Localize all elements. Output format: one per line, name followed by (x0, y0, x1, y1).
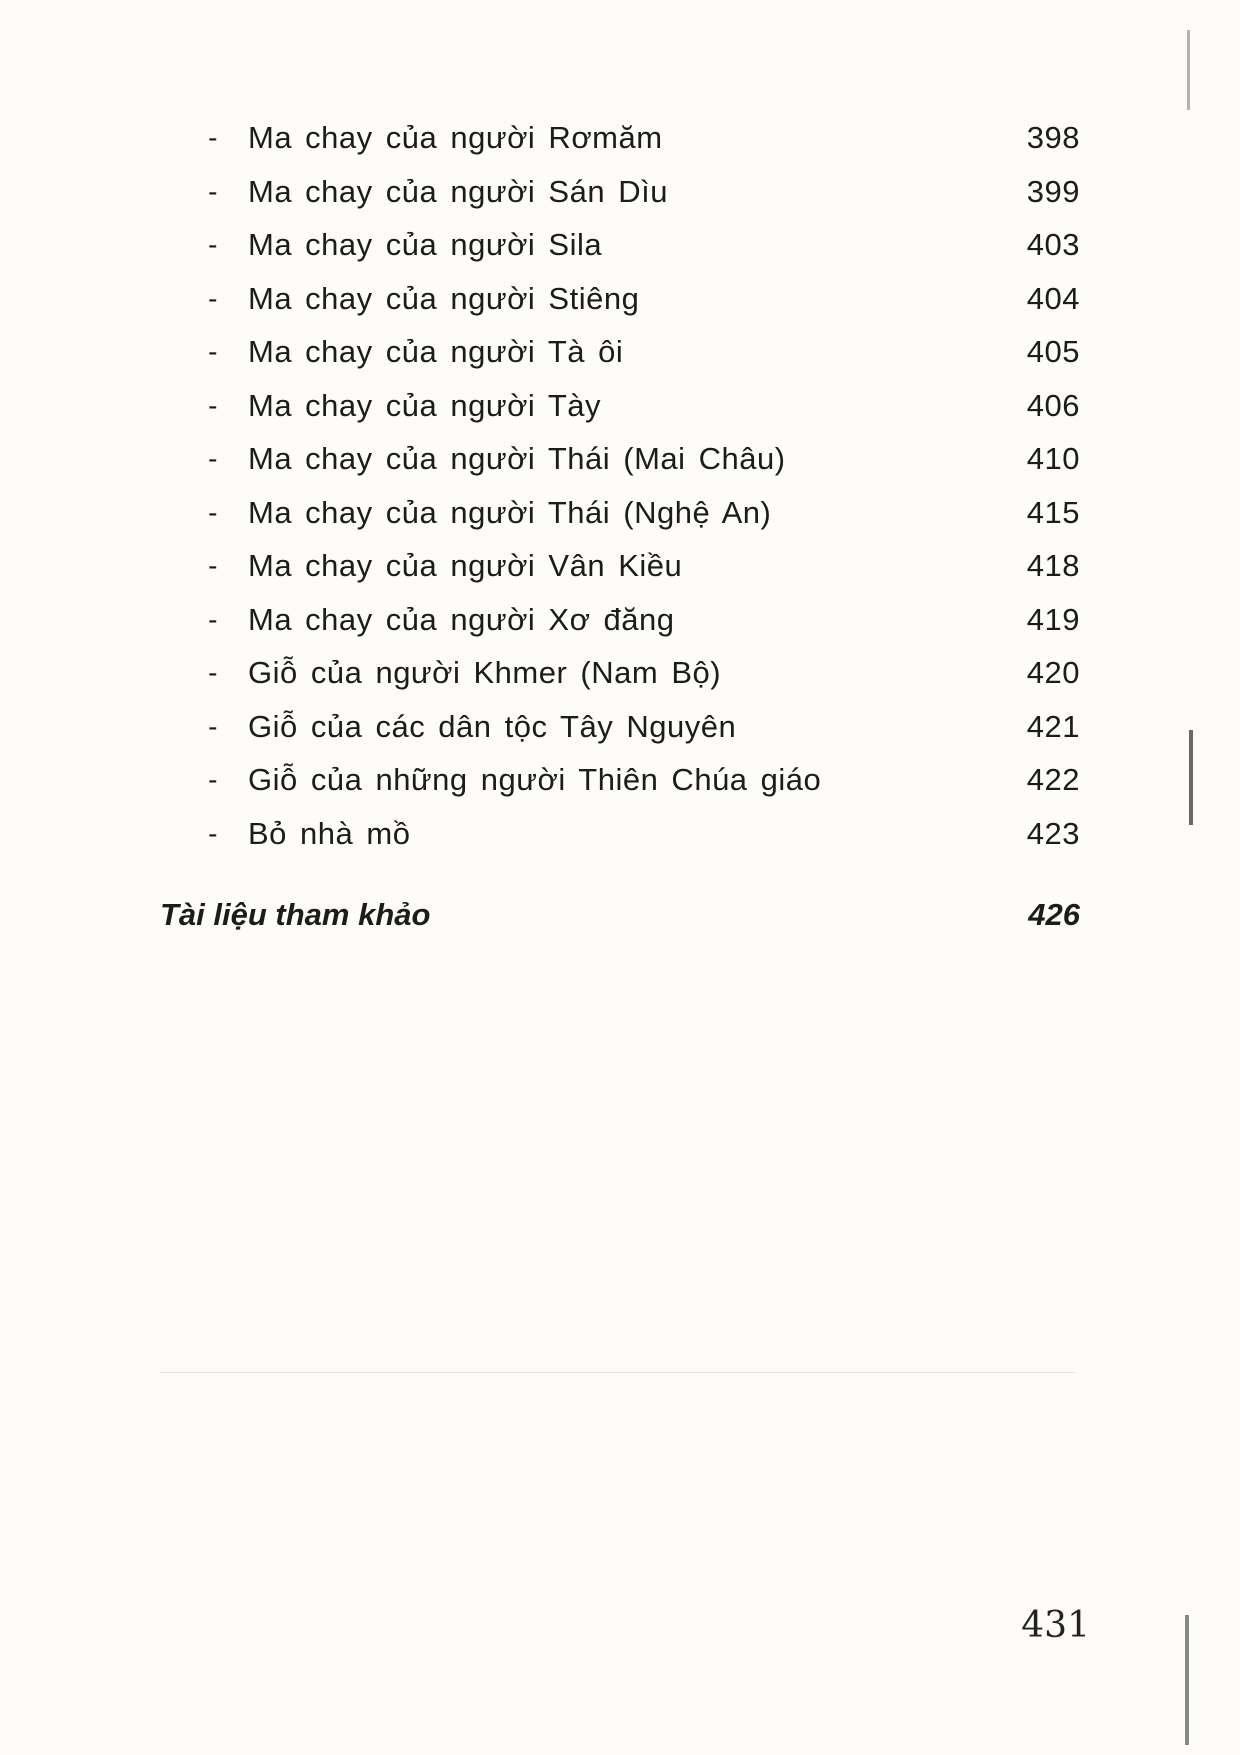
scan-edge-mark (1187, 30, 1190, 110)
toc-entry-title: Ma chay của người Sán Dìu (248, 173, 668, 209)
toc-entry-references (160, 897, 1080, 947)
toc-entry-page-number: 399 (1026, 173, 1080, 209)
toc-entry-page-number: 422 (1026, 762, 1080, 797)
toc-entry (200, 548, 1080, 602)
toc-entry-dash: - (208, 389, 218, 421)
toc-entry (200, 441, 1080, 495)
toc-entry-page-number: 406 (1026, 387, 1080, 423)
toc-entry-dash: - (208, 710, 218, 742)
toc-entry-title: Ma chay của người Thái (Nghệ An) (248, 494, 772, 530)
toc-entry-title: Ma chay của người Sila (248, 227, 603, 262)
toc-entry-title: Ma chay của người Stiêng (248, 280, 640, 316)
toc-entry-dash: - (208, 657, 218, 688)
toc-entry-title: Giỗ của những người Thiên Chúa giáo (248, 762, 822, 797)
toc-entry-page-number: 415 (1026, 494, 1080, 530)
toc-entry-page-number: 418 (1026, 548, 1080, 583)
toc-entry-title: Ma chay của người Tày (248, 387, 602, 423)
toc-entry-dash: - (208, 496, 218, 528)
toc-entry-page-number: 419 (1026, 601, 1080, 637)
toc-entry-dash: - (208, 603, 218, 635)
toc-entry (200, 388, 1080, 442)
toc-entry-dash: - (208, 550, 218, 581)
toc-entry-page-number: 420 (1026, 655, 1080, 690)
table-of-contents (200, 120, 1080, 869)
toc-entry-title: Ma chay của người Tà ôi (248, 334, 624, 369)
toc-entry-title: Ma chay của người Vân Kiều (248, 548, 683, 583)
toc-entry-dash: - (208, 764, 218, 795)
toc-entry (200, 709, 1080, 763)
toc-entry-dash: - (208, 443, 218, 474)
scan-edge-mark (1189, 730, 1193, 825)
toc-entry (200, 816, 1080, 870)
toc-entry (200, 281, 1080, 335)
scan-edge-mark (1185, 1615, 1189, 1745)
toc-entry (200, 227, 1080, 281)
toc-entry-title: Giỗ của các dân tộc Tây Nguyên (248, 708, 737, 744)
toc-entry-page-number: 410 (1026, 441, 1080, 476)
toc-entry-dash: - (208, 282, 218, 314)
toc-entry-page-number: 423 (1026, 815, 1080, 851)
toc-entry (200, 762, 1080, 816)
toc-entry-page-number: 405 (1026, 334, 1080, 369)
toc-entry-dash: - (208, 122, 218, 153)
toc-entry-dash: - (208, 817, 218, 849)
toc-entry-page-number: 404 (1026, 280, 1080, 316)
references-page-number: 426 (1028, 897, 1080, 932)
bleed-through-rule (160, 1372, 1075, 1373)
toc-entry-title: Ma chay của người Rơmăm (248, 120, 663, 155)
toc-entry-dash: - (208, 336, 218, 367)
toc-entry (200, 174, 1080, 228)
toc-entry-page-number: 398 (1026, 120, 1080, 155)
toc-entry-page-number: 403 (1026, 227, 1080, 262)
toc-entry (200, 655, 1080, 709)
toc-entry (200, 495, 1080, 549)
toc-entry (200, 334, 1080, 388)
toc-entry-title: Bỏ nhà mồ (248, 815, 411, 851)
toc-entry (200, 120, 1080, 174)
page-number: 431 (1021, 1605, 1090, 1646)
toc-entry-page-number: 421 (1026, 708, 1080, 744)
toc-entry-dash: - (208, 175, 218, 207)
references-title: Tài liệu tham khảo (160, 897, 431, 932)
toc-entry-dash: - (208, 229, 218, 260)
toc-entry (200, 602, 1080, 656)
toc-entry-title: Ma chay của người Thái (Mai Châu) (248, 441, 786, 476)
toc-entry-title: Giỗ của người Khmer (Nam Bộ) (248, 655, 722, 690)
toc-entry-title: Ma chay của người Xơ đăng (248, 601, 675, 637)
